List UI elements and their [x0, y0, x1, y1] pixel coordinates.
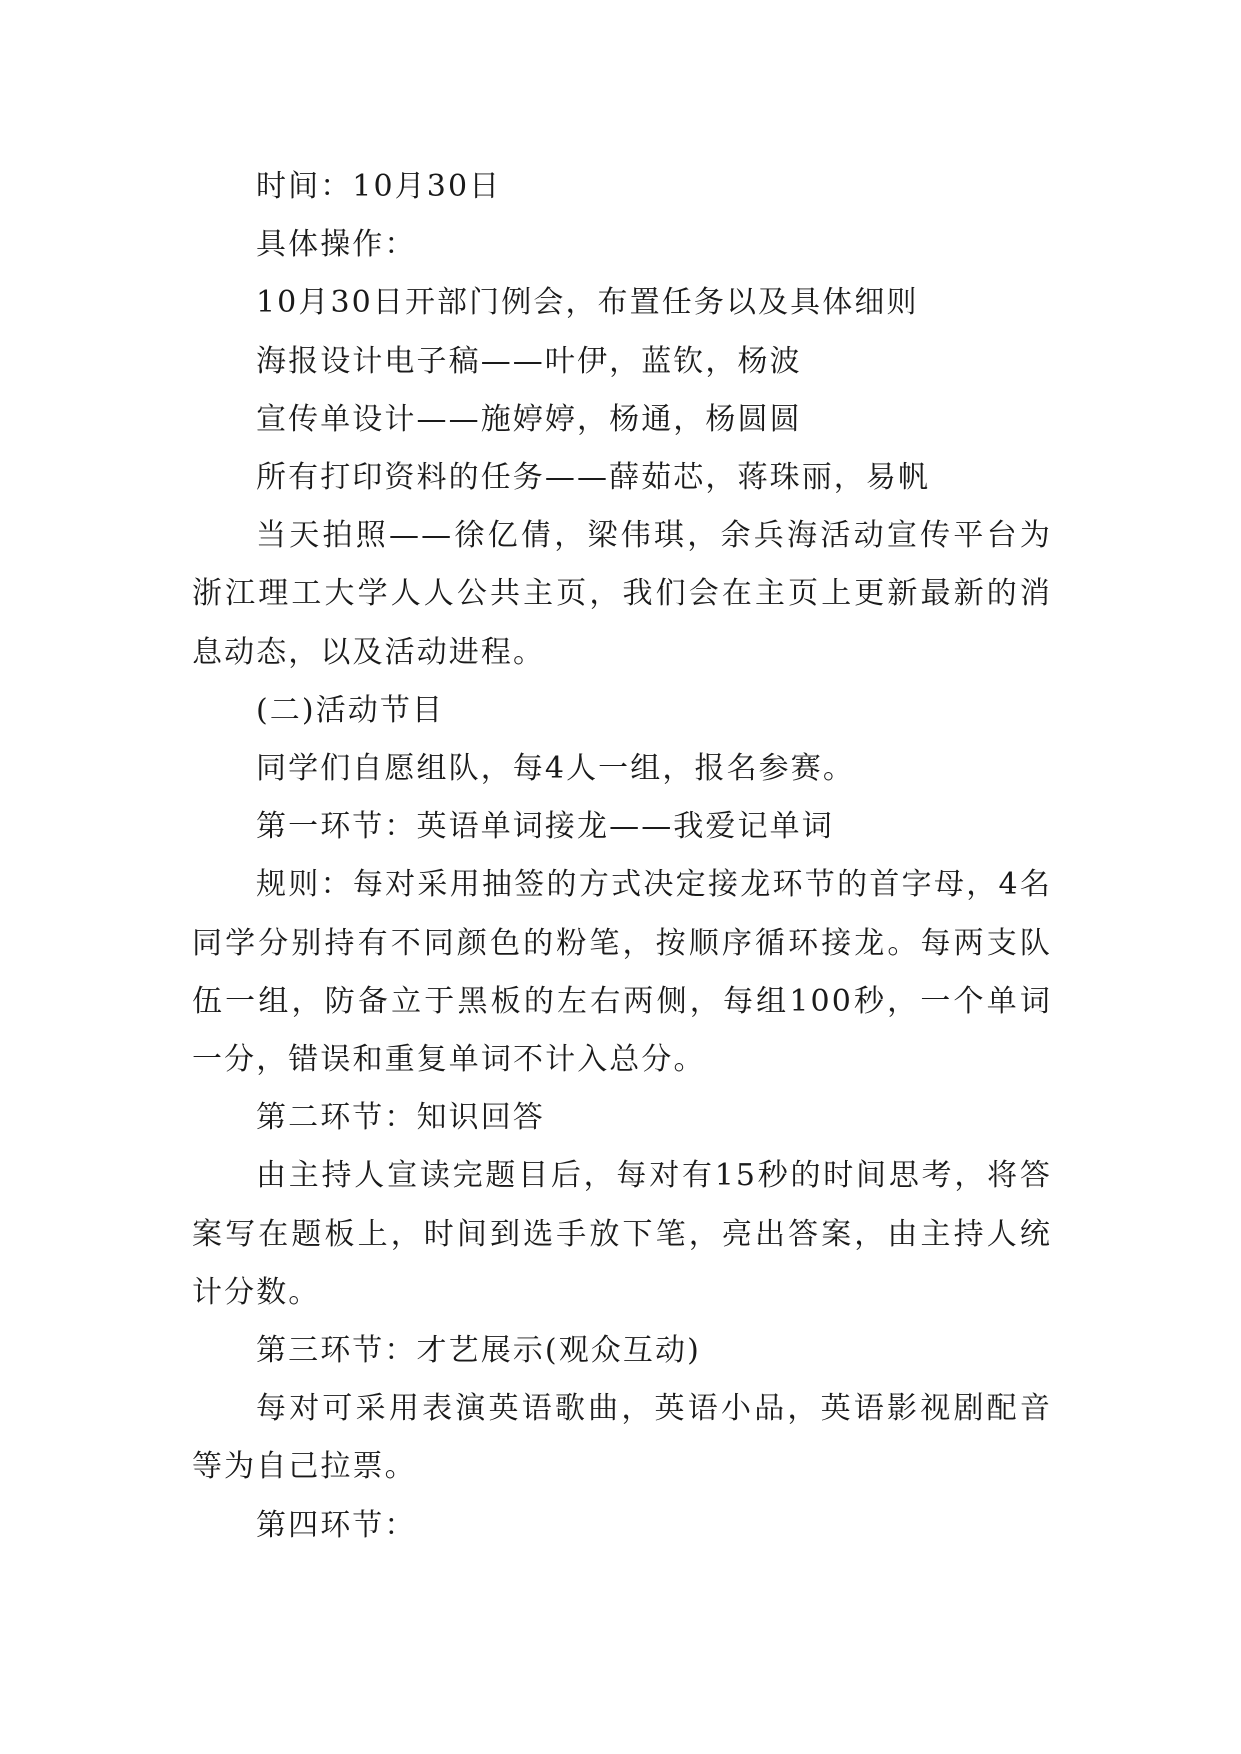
paragraph-operations-heading: 具体操作： — [256, 227, 417, 263]
paragraph-time: 时间：10月30日 — [256, 169, 502, 204]
paragraph-round-three-rules: 每对可采用表演英语歌曲，英语小品，英语影视剧配音等为自己拉票。 — [192, 1391, 1052, 1485]
paragraph-poster-design: 海报设计电子稿——叶伊，蓝钦，杨波 — [256, 343, 802, 379]
document-body — [192, 158, 1052, 1555]
paragraph-round-one-rules: 规则：每对采用抽签的方式决定接龙环节的首字母，4名同学分别持有不同颜色的粉笔，按顺序循环接龙。每两支队伍一组，防备立于黑板的左右两侧，每组100秒，一个单词一分，错误和重复单词不计入总分。 — [192, 867, 1052, 1078]
paragraph-printing-tasks: 所有打印资料的任务——薛茹芯，蒋珠丽，易帆 — [256, 460, 931, 496]
paragraph-round-four-heading: 第四环节： — [256, 1507, 417, 1543]
paragraph-round-three-heading: 第三环节：才艺展示(观众互动) — [256, 1333, 701, 1369]
paragraph-round-two-rules: 由主持人宣读完题目后，每对有15秒的时间思考，将答案写在题板上，时间到选手放下笔，亮出答案，由主持人统计分数。 — [192, 1158, 1052, 1310]
paragraph-round-two-heading: 第二环节：知识回答 — [256, 1100, 545, 1136]
paragraph-round-one-heading: 第一环节：英语单词接龙——我爱记单词 — [256, 809, 834, 845]
paragraph-section-heading-program: (二)活动节目 — [256, 692, 445, 728]
paragraph-team-signup: 同学们自愿组队，每4人一组，报名参赛。 — [256, 751, 855, 787]
paragraph-photography-platform: 当天拍照——徐亿倩，梁伟琪，余兵海活动宣传平台为浙江理工大学人人公共主页，我们会在主页上更新最新的消息动态，以及活动进程。 — [192, 518, 1052, 670]
paragraph-department-meeting: 10月30日开部门例会，布置任务以及具体细则 — [256, 285, 919, 321]
paragraph-flyer-design: 宣传单设计——施婷婷，杨通，杨圆圆 — [256, 401, 802, 437]
